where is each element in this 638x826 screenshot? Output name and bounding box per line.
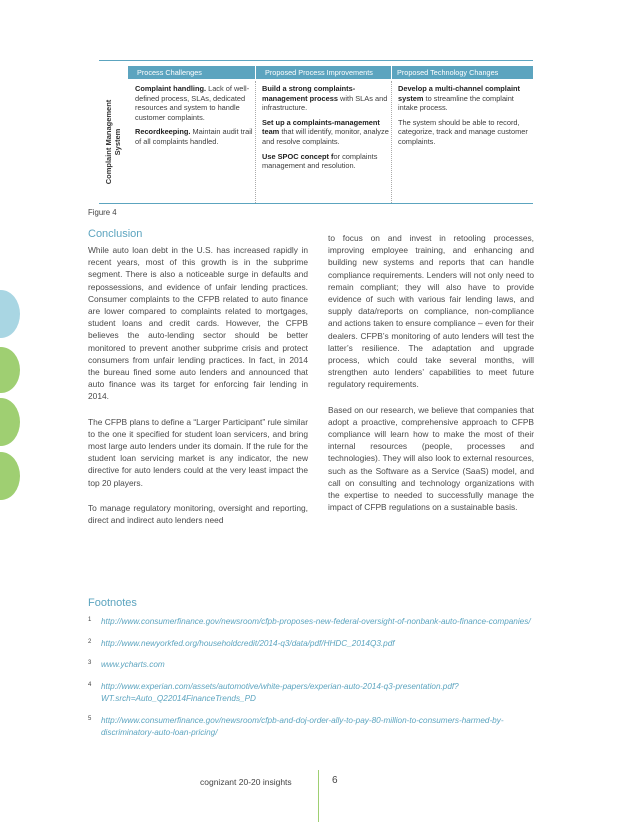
cell-text: with SLAs and infrastructure. [262, 93, 388, 113]
decor-dot-blue [0, 290, 20, 338]
footnote-link[interactable]: www.ycharts.com [101, 660, 165, 669]
cell-technology-changes [398, 84, 530, 152]
footnote-link[interactable]: http://www.experian.com/assets/automotive/white-papers/experian-auto-2014-q3-presentation.pdf?WT.srch=Auto_Q22014FinanceTrends_PD [101, 681, 459, 703]
cell-bold-text: Build a strong complaints-management process [262, 84, 356, 103]
cell-text: Lack of well-defined process, SLAs, dedicated resources and system to handle customer complaints. [135, 84, 250, 122]
figure-header-row [128, 66, 533, 79]
footnote-number: 4 [88, 681, 92, 688]
footnote-item [88, 638, 534, 651]
footnote-number: 5 [88, 715, 92, 722]
text-column-left [88, 244, 308, 539]
paragraph: to focus on and invest in retooling processes, improving employee training, and enhancing and building new systems and reports that can handle compliance requirements. Lenders will not only need to remain compliant; they will also have to provide evidence of such with various fair lending laws, and supply data/reports on compliance, non-compliance and actions taken to ensure compliance – even for their dealers. CFPB’s monitoring of auto lenders will test the latter’s resilience. The adaptation and upgrade process, which could take several months, will strengthen auto lenders’ capabilities to meet future regulatory requirements. [328, 233, 534, 390]
cell-bold-text: Complaint handling. [135, 84, 207, 93]
section-heading-conclusion: Conclusion [88, 228, 143, 240]
header-technology-changes: Proposed Technology Changes [391, 66, 533, 79]
footnote-item [88, 616, 534, 629]
paragraph: The CFPB plans to define a “Larger Participant” rule similar to the one it specified for student loan servicers, and bring most large auto lenders under its domain. If the rule for the student loan servicing market is any indicator, the new directive for auto lenders could at the very least impact the top 20 players. [88, 416, 308, 488]
footer-brand: cognizant 20-20 insights [200, 777, 292, 787]
cell-bold-text: Set up a complaints-management team [262, 117, 380, 137]
cell-text: that will identify, monitor, analyze and resolve complaints. [262, 127, 389, 146]
footer-divider [318, 770, 319, 822]
column-divider [391, 81, 392, 203]
text-column-right [328, 232, 534, 526]
cell-process-challenges [135, 84, 255, 152]
decor-dot-green [0, 347, 20, 393]
header-process-improvements: Proposed Process Improvements [255, 66, 391, 79]
paragraph: To manage regulatory monitoring, oversight and reporting, direct and indirect auto lenders need [88, 502, 308, 526]
row-label [99, 81, 127, 203]
page-footer [0, 770, 638, 826]
paragraph: While auto loan debt in the U.S. has increased rapidly in recent years, most of this growth is in the subprime segment. There is also a noticeable surge in defaults and repossessions, and evidence of unfair lending practices. Consumer complaints to the CFPB related to auto finance are lower compared to complaints related to mortgages, student loans and credit cards. However, the CFPB believes the auto-lending sector should be better monitored to prevent another subprime crisis and protect consumers from unfair lending practices. In fact, in 2014 the bureau fined some auto lenders and announced that auto finance was its target for enforcing fair lending in 2014. [88, 245, 308, 402]
cell-text: to streamline the complaint intake process. [398, 93, 514, 113]
decor-dot-green [0, 398, 20, 446]
cell-text: or complaints management and resolution. [262, 151, 378, 171]
footnote-link[interactable]: http://www.newyorkfed.org/householdcredit/2014-q3/data/pdf/HHDC_2014Q3.pdf [101, 638, 395, 648]
footnote-item [88, 715, 534, 740]
footnote-number: 2 [88, 638, 92, 645]
footnote-number: 1 [88, 617, 92, 623]
figure-table [99, 60, 533, 204]
cell-text: The system should be able to record, categorize, track and manage customer complaints. [398, 117, 528, 146]
figure-caption: Figure 4 [88, 208, 117, 217]
footnote-item [88, 681, 534, 706]
footnote-list [88, 616, 534, 749]
footnote-link[interactable]: http://www.consumerfinance.gov/newsroom/cfpb-and-doj-order-ally-to-pay-80-million-to-consumers-harmed-by-discriminatory-auto-loan-pricing/ [101, 715, 504, 737]
row-label-line2: System [113, 128, 122, 156]
paragraph: Based on our research, we believe that companies that adopt a proactive, comprehensive approach to CFPB compliance will learn how to make the most of their internal resources (people, processes and technologies). They will also look to external resources, such as the Software as a Service (SaaS) model, and call on consulting and technology organizations with the expertise to needed to successfully manage the impact of CFPB regulations on a sustainable basis. [328, 404, 534, 513]
cell-text: Maintain audit trail of all complaints handled. [135, 127, 253, 146]
decor-dot-green [0, 452, 20, 500]
header-process-challenges: Process Challenges [137, 68, 202, 77]
cell-process-improvements [262, 84, 390, 176]
footnote-link[interactable]: http://www.consumerfinance.gov/newsroom/cfpb-proposes-new-federal-oversight-of-nonbank-auto-finance-companies/ [101, 617, 531, 626]
footnote-number: 3 [88, 660, 92, 666]
column-divider [255, 81, 256, 203]
row-label-line1: Complaint Management [104, 99, 113, 185]
cell-bold-text: Use SPOC concept f [262, 151, 334, 161]
cell-bold-text: Recordkeeping. [135, 127, 191, 137]
page-number: 6 [332, 775, 338, 786]
footnote-item [88, 659, 534, 672]
cell-bold-text: Develop a multi-channel complaint system [398, 84, 520, 103]
section-heading-footnotes: Footnotes [88, 597, 137, 609]
